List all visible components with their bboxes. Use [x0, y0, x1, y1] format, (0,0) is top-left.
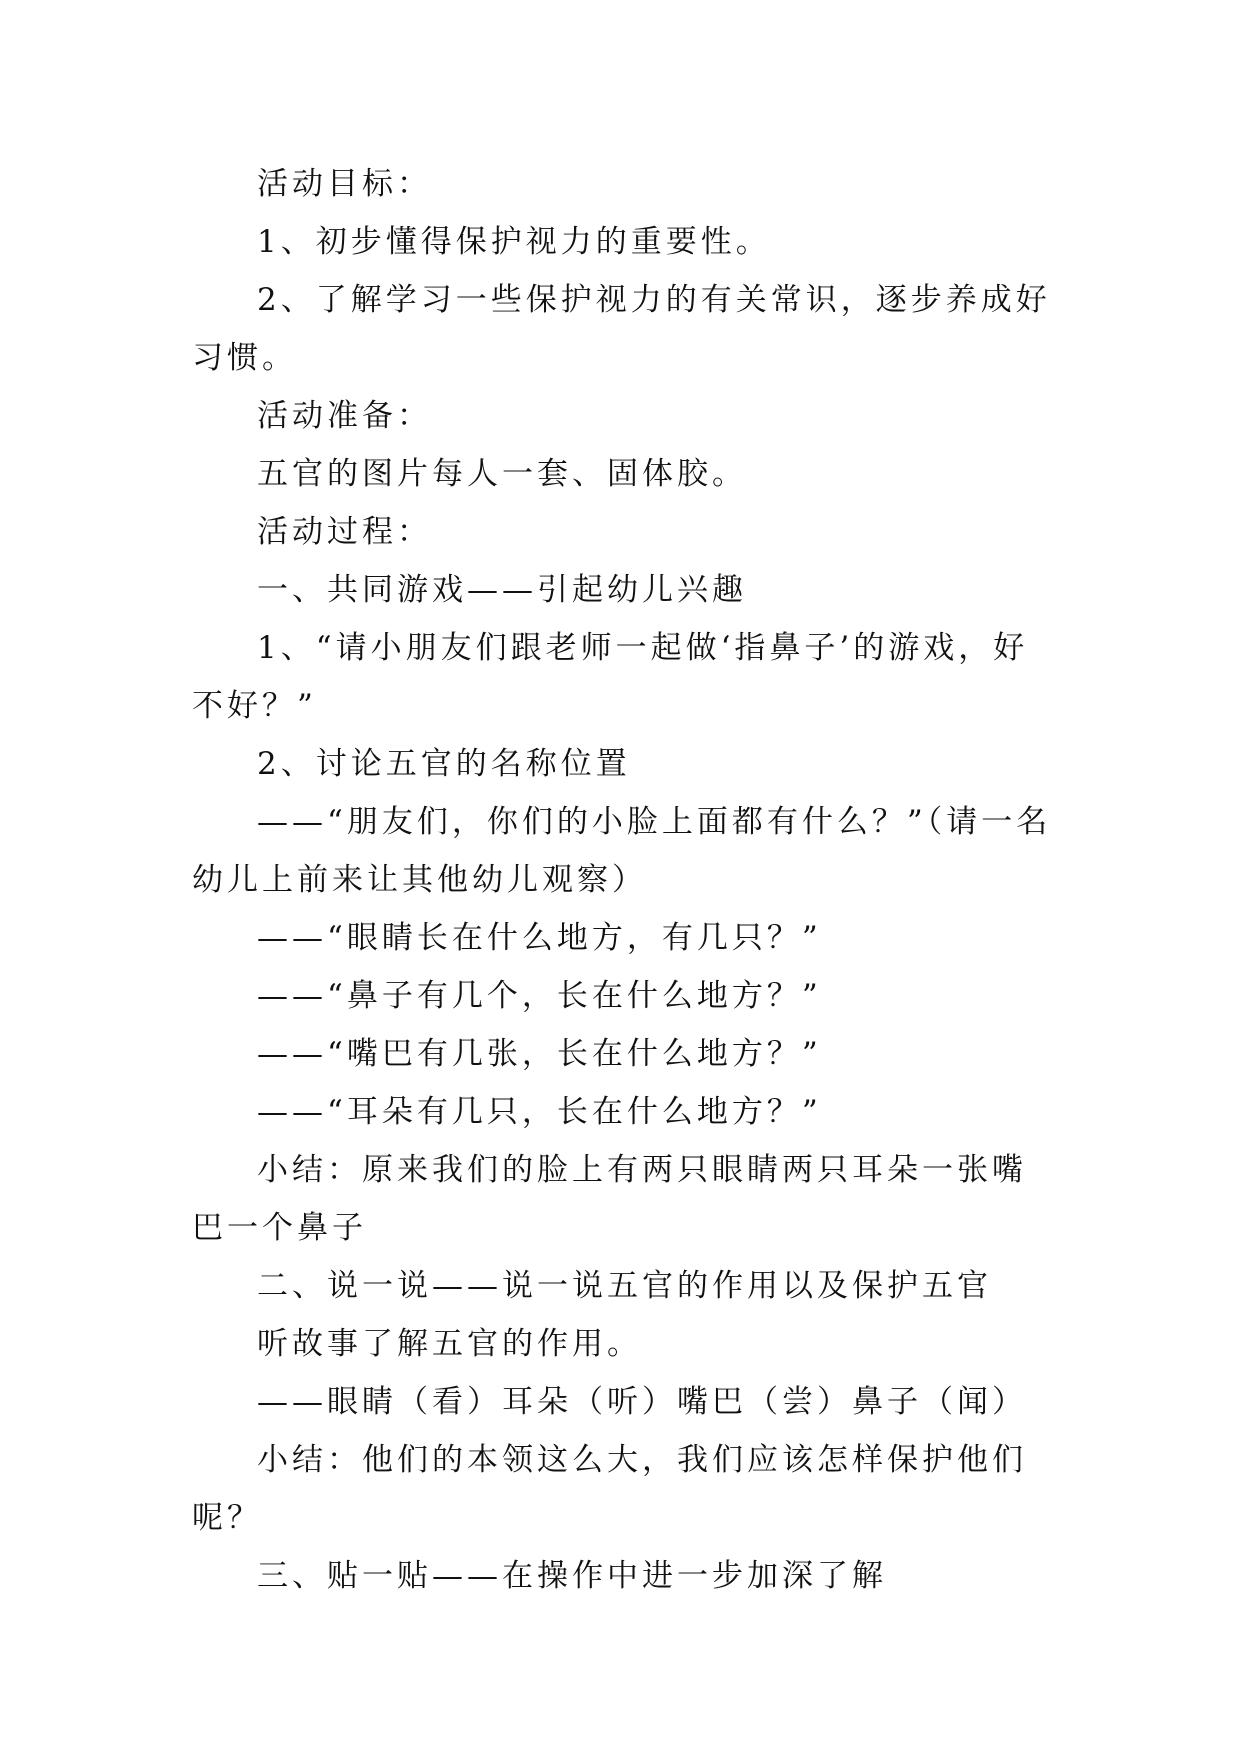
section-heading-process: 活动过程：	[257, 514, 432, 550]
dialogue-line: ——“嘴巴有几张，长在什么地方？”	[257, 1036, 822, 1072]
process-step-1-item-1: 1、“请小朋友们跟老师一起做‘指鼻子’的游戏，好不好？”	[192, 630, 1029, 724]
process-step-2-heading: 二、说一说——说一说五官的作用以及保护五官	[257, 1268, 992, 1304]
process-step-1-heading: 一、共同游戏——引起幼儿兴趣	[257, 572, 747, 608]
section-heading-goals: 活动目标：	[257, 166, 432, 202]
dialogue-line: ——“朋友们，你们的小脸上面都有什么？”（请一名幼儿上前来让其他幼儿观察）	[192, 804, 1052, 898]
document-body	[192, 155, 1052, 1605]
section-heading-preparation: 活动准备：	[257, 398, 432, 434]
dialogue-line: ——“眼睛长在什么地方，有几只？”	[257, 920, 822, 956]
summary-1: 小结：原来我们的脸上有两只眼睛两只耳朵一张嘴巴一个鼻子	[192, 1152, 1027, 1246]
goal-item-1: 1、初步懂得保护视力的重要性。	[257, 224, 771, 260]
process-step-2-item: 听故事了解五官的作用。	[257, 1326, 642, 1362]
preparation-text: 五官的图片每人一套、固体胶。	[257, 456, 747, 492]
process-step-3-heading: 三、贴一贴——在操作中进一步加深了解	[257, 1558, 887, 1594]
senses-line: ——眼睛（看）耳朵（听）嘴巴（尝）鼻子（闻）	[257, 1384, 1027, 1420]
dialogue-line: ——“鼻子有几个，长在什么地方？”	[257, 978, 822, 1014]
summary-2: 小结：他们的本领这么大，我们应该怎样保护他们呢？	[192, 1442, 1027, 1536]
goal-item-2: 2、了解学习一些保护视力的有关常识，逐步养成好习惯。	[192, 282, 1051, 376]
dialogue-line: ——“耳朵有几只，长在什么地方？”	[257, 1094, 822, 1130]
process-step-1-item-2: 2、讨论五官的名称位置	[257, 746, 631, 782]
